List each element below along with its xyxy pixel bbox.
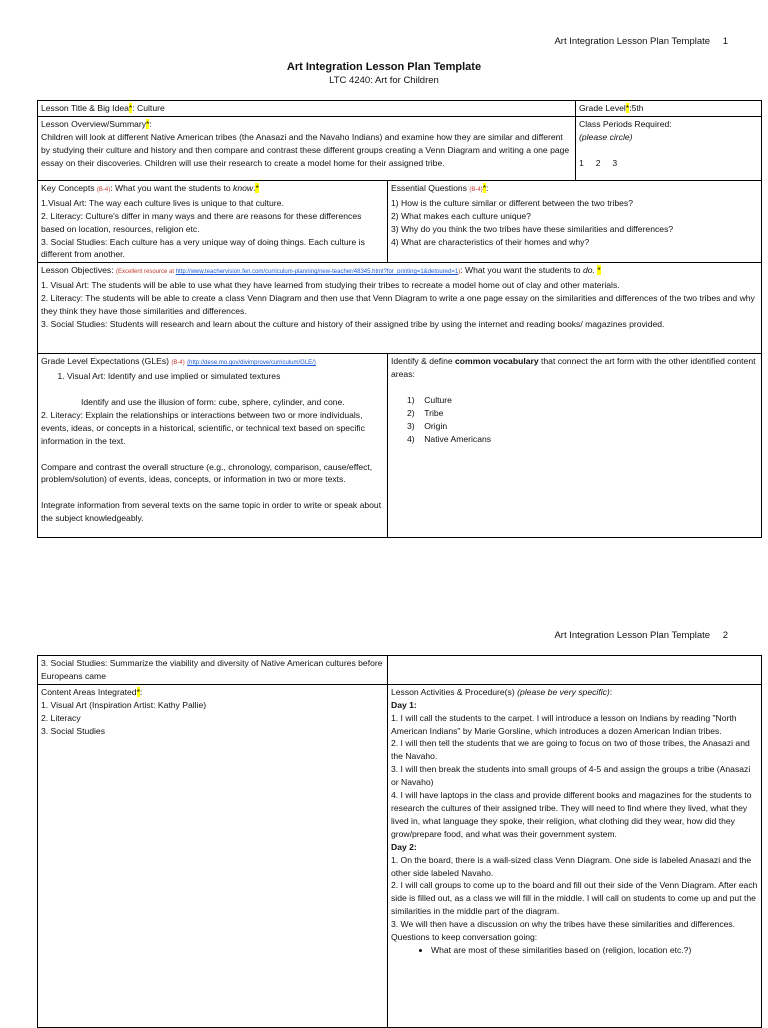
- vocab-item: 2) Tribe: [407, 407, 444, 418]
- day1-step: 4. I will have laptops in the class and provide different books and magazines for the students to research the cultures of their assigned tribe. They will need to find where they lived, what they lived in, what language they spoke, their religion, what clothing did they wear, how did they grow/prepare food, and what was their government system.: [391, 790, 752, 839]
- lesson-title-label: Lesson Title & Big Idea: [41, 103, 129, 113]
- lesson-plan-table-2: [37, 655, 762, 1028]
- vocab-item: 4) Native Americans: [407, 433, 492, 444]
- gle-cell: Grade Level Expectations (GLEs) (B-4) (http://dese.mo.gov/divimprove/curriculum/GLE/) 1. Visual Art: Identify and use implied or simulated textures Identify and use the illusion of form: cube, sphere, cylinder, and cone. 2. Literacy: Explain the relationships or interactions between two or more individuals, events, ideas, or concepts in a historical, scientific, or technical text based on specific information in the text. Compare and contrast the overall structure (e.g., chronology, comparison, cause/effect, problem/solution) of events, ideas, concepts, or information in two or more texts. Integrate information from several texts on the same topic in order to write or speak about the subject knowledgeably.: [38, 354, 388, 538]
- key-concept-item: 3. Social Studies: Each culture has a very unique way of doing things. Each culture is different from another.: [41, 236, 365, 260]
- objectives-link[interactable]: http://www.teachervision.fen.com/curriculum-planning/new-teacher/48345.html?for_printing=1&detoured=1: [175, 269, 459, 276]
- header-title: Art Integration Lesson Plan Template: [554, 36, 711, 47]
- overview-label: Lesson Overview/Summary: [41, 118, 147, 129]
- day2-step: 1. On the board, there is a wall-sized class Venn Diagram. One side is labeled Anasazi and the other side labeled Navaho.: [391, 854, 752, 878]
- day2-step: 2. I will call groups to come up to the board and fill out their side of the Venn Diagram. After each side is filled out, as a class we will fill in the middle. I will call on students to come up and put the similarities in the middle part of the diagram.: [391, 880, 758, 917]
- essential-question: 1) How is the culture similar or different between the two tribes?: [391, 197, 634, 208]
- gle-item: 1. Visual Art: Identify and use implied or simulated textures: [67, 370, 384, 383]
- day1-label: Day 1:: [391, 699, 417, 710]
- essential-question: 3) Why do you think the two tribes have these similarities and differences?: [391, 223, 674, 234]
- overview-cell: Lesson Overview/Summary*: Children will look at different Native American tribes (the Anasazi and the Navaho Indians) and examine how they are similar and different by studying their culture and history and then compare and contrast these different groups creating a Venn Diagram and writing a one page essay on their discoveries. Children will use their research to create a model home for their assigned tribe.: [38, 116, 576, 180]
- activities-cell: Lesson Activities & Procedure(s) (please be very specific): Day 1: 1. I will call the students to the carpet. I will introduce a lesson on Indians by reading "North American Indians" by Marie Gorsline, which introduces a dozen American Indian tribes. 2. I will then tell the students that we are going to focus on two of those tribes, the Anasazi and the Navaho. 3. I will then break the students into small groups of 4-5 and assign the groups a tribe (Anasazi or Navaho) 4. I will have laptops in the class and provide different books and magazines for the students to research the cultures of their assigned tribe. They will need to find where they lived, what they lived in, what language they spoke, their religion, what clothing did they wear, how did they grow/prepare food, and what was their government system. Day 2: 1. On the board, there is a wall-sized class Venn Diagram. One side is labeled Anasazi and the other side labeled Navaho. 2. I will call groups to come up to the board and fill out their side of the Venn Diagram. After each side is filled out, as a class we will fill in the middle. I will call on students to come up and put the similarities in the middle part of the diagram. 3. We will then have a discussion on why the tribes have these similarities and differences. Questions to keep conversation going: • What are most of these similarities based on (religion, location etc.?): [388, 684, 762, 1027]
- vocab-item: 1) Culture: [407, 395, 452, 406]
- overview-text: Children will look at different Native American tribes (the Anasazi and the Navaho Indians) and examine how they are similar and different by studying their culture and history and then compare and contrast these different groups creating a Venn Diagram and writing a one page essay on their discoveries. Children will use their research to create a model home for their assigned tribe.: [41, 131, 570, 168]
- vocabulary-label: common vocabulary: [455, 356, 539, 367]
- vocab-item: 3) Origin: [407, 420, 448, 431]
- page-number: 2: [722, 630, 728, 641]
- page-header-2: [554, 630, 728, 641]
- grade-level-cell: Grade Level*:5th: [576, 101, 762, 117]
- lesson-plan-table-1: [37, 100, 762, 538]
- doc-subtitle: LTC 4240: Art for Children: [329, 75, 439, 86]
- class-periods-options: 1 2 3: [579, 157, 618, 168]
- lesson-title-value: : Culture: [132, 103, 165, 113]
- essential-questions-cell: Essential Questions (B-4)*: 1) How is the culture similar or different between the two tribes? 2) What makes each culture unique? 3) Why do you think the two tribes have these similarities and differences? 4) What are characteristics of their homes and why?: [388, 180, 762, 262]
- header-title: Art Integration Lesson Plan Template: [554, 630, 711, 641]
- page-number: 1: [722, 36, 728, 47]
- objective-item: 1. Visual Art: The students will be able to use what they have learned from studying their tribes to recreate a model home out of clay and other materials.: [41, 280, 620, 291]
- objective-item: 3. Social Studies: Students will research and learn about the culture and history of their assigned tribe by using the internet and reading books/ magazines provided.: [41, 318, 665, 329]
- gle-label: Grade Level Expectations (GLEs): [41, 356, 170, 367]
- gle-item: Compare and contrast the overall structure (e.g., chronology, comparison, cause/effect, problem/solution) of events, ideas, concepts, or information in two or more texts.: [41, 461, 373, 485]
- question-item: • What are most of these similarities based on (religion, location etc.?): [431, 944, 758, 957]
- objective-item: 2. Literacy: The students will be able to create a class Venn Diagram and then use that Venn Diagram to write a one page essay on the similarities and differences of the two tribes and why they think they have those similarities and differences.: [41, 293, 755, 317]
- content-areas-label: Content Areas Integrated: [41, 686, 137, 697]
- doc-title-block: [0, 61, 768, 86]
- questions-label: Questions to keep conversation going:: [391, 932, 538, 943]
- day1-step: 2. I will then tell the students that we are going to focus on two of those tribes, the Anasazi and the Navaho.: [391, 738, 750, 762]
- grade-level-label: Grade Level: [579, 103, 626, 113]
- day2-label: Day 2:: [391, 841, 417, 852]
- objectives-cell: Lesson Objectives: (Excellent resource at http://www.teachervision.fen.com/curriculum-planning/new-teacher/48345.html?for_printing=1&detoured=1): What you want the students to do. * 1. Visual Art: The students will be able to use what they have learned from studying their tribes to recreate a model home out of clay and other materials. 2. Literacy: The students will be able to create a class Venn Diagram and then use that Venn Diagram to write a one page essay on the similarities and differences of the two tribes and why they think they have those similarities and differences. 3. Social Studies: Students will research and learn about the culture and history of their assigned tribe by using the internet and reading books/ magazines provided.: [38, 263, 762, 354]
- content-area-item: 2. Literacy: [41, 712, 81, 723]
- content-area-item: 3. Social Studies: [41, 725, 106, 736]
- day1-step: 1. I will call the students to the carpet. I will introduce a lesson on Indians by reading "North American Indians" by Marie Gorsline, which introduces a dozen American Indian tribes.: [391, 712, 737, 736]
- gle-item: 2. Literacy: Explain the relationships or interactions between two or more individuals, events, ideas, or concepts in a historical, scientific, or technical text based on specific information in the text.: [41, 409, 365, 446]
- essential-question: 2) What makes each culture unique?: [391, 210, 531, 221]
- empty-cell: [388, 656, 762, 685]
- gle-item: Integrate information from several texts on the same topic in order to write or speak about the subject knowledgeably.: [41, 500, 382, 524]
- gle-link[interactable]: (http://dese.mo.gov/divimprove/curriculum/GLE/): [187, 360, 316, 367]
- essential-questions-label: Essential Questions: [391, 182, 467, 193]
- day2-step: 3. We will then have a discussion on why the tribes have these similarities and differences.: [391, 919, 736, 930]
- activities-label: Lesson Activities & Procedure(s): [391, 686, 518, 697]
- social-studies-gle-cell: [38, 656, 388, 685]
- gle-item-continued: Identify and use the illusion of form: cube, sphere, cylinder, and cone.: [81, 397, 345, 408]
- grade-level-value: :5th: [629, 103, 644, 113]
- essential-question: 4) What are characteristics of their homes and why?: [391, 236, 590, 247]
- key-concept-item: 2. Literacy: Culture's differ in many ways and there are reasons for these differences based on location, resources, religion etc.: [41, 210, 362, 234]
- class-periods-note: (please circle): [579, 131, 633, 142]
- content-area-item: 1. Visual Art (Inspiration Artist: Kathy Pallie): [41, 699, 207, 710]
- social-studies-gle: 3. Social Studies: Summarize the viability and diversity of Native American cultures before Europeans came: [41, 658, 383, 681]
- doc-title: Art Integration Lesson Plan Template: [286, 61, 482, 73]
- content-areas-cell: Content Areas Integrated*: 1. Visual Art (Inspiration Artist: Kathy Pallie) 2. Literacy 3. Social Studies: [38, 684, 388, 1027]
- key-concepts-label: Key Concepts: [41, 182, 95, 193]
- class-periods-label: Class Periods Required:: [579, 118, 672, 129]
- key-concepts-cell: Key Concepts (B-4): What you want the students to know * 1.Visual Art: The way each culture lives is unique to that culture. 2. Literacy: Culture's differ in many ways and there are reasons for these differences based on location, resources, religion etc. 3. Social Studies: Each culture has a very unique way of doing things. Each culture is different from another.: [38, 180, 388, 262]
- vocabulary-cell: Identify & define common vocabulary that connect the art form with the other identified content areas: 1) Culture 2) Tribe 3) Origin 4) Native Americans: [388, 354, 762, 538]
- key-concept-item: 1.Visual Art: The way each culture lives is unique to that culture.: [41, 197, 284, 208]
- day1-step: 3. I will then break the students into small groups of 4-5 and assign the groups a tribe (Anasazi or Navaho): [391, 764, 751, 788]
- page-header-1: [554, 36, 728, 47]
- class-periods-cell: [576, 116, 762, 180]
- lesson-title-cell: Lesson Title & Big Idea*: Culture: [38, 101, 576, 117]
- objectives-label: Lesson Objectives:: [41, 265, 114, 276]
